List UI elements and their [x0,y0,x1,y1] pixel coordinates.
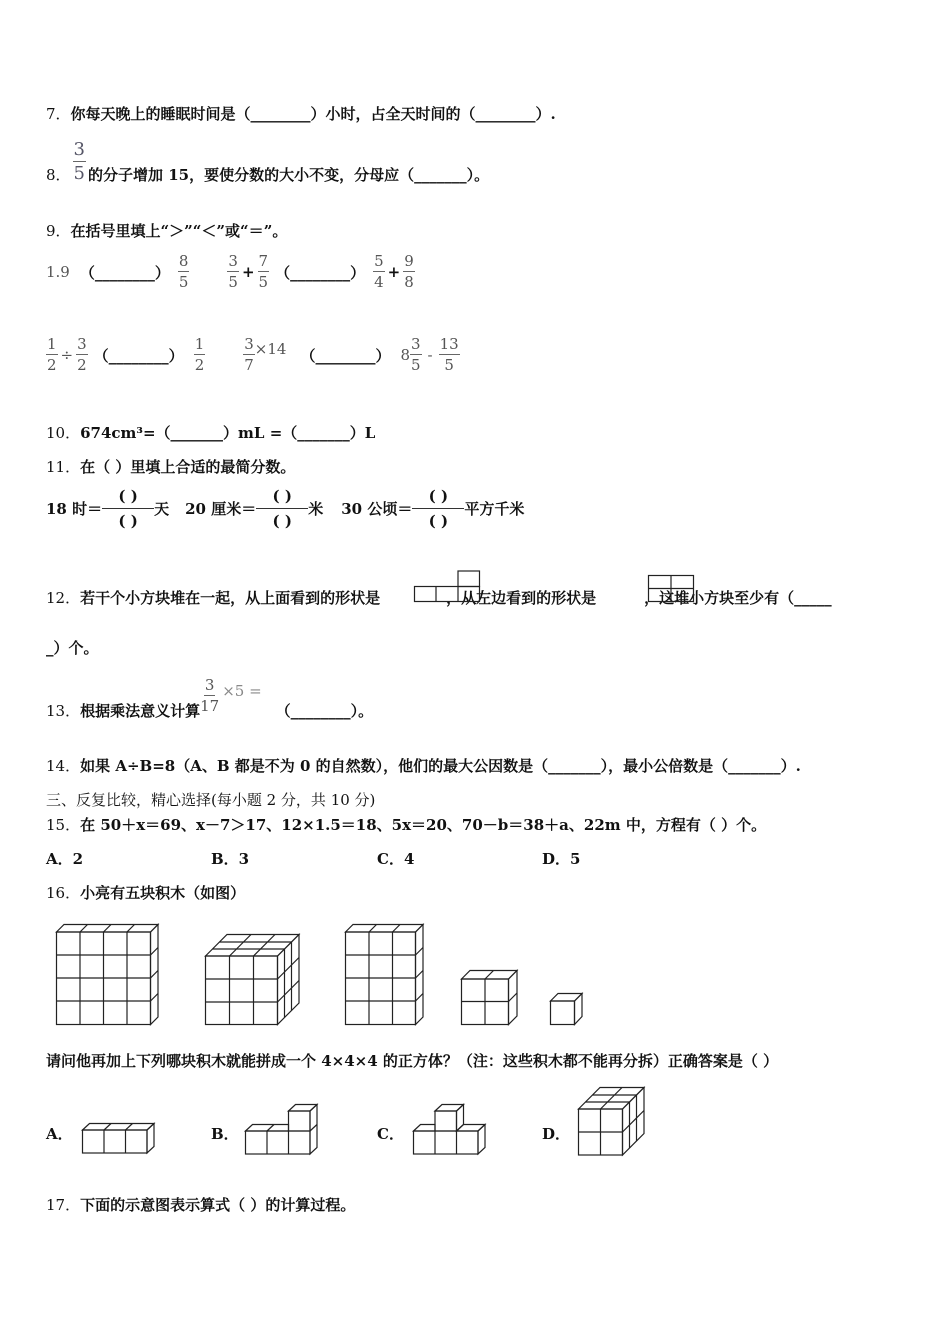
fraction: $\frac{13}{5}$ [439,335,459,374]
question-9 [46,220,287,241]
question-text: 的分子增加 15，要使分数的大小不变，分母应（_______）。 [88,166,490,184]
q9-row-1 [46,254,415,290]
question-number: 10． [46,424,81,442]
fraction: $\frac{3}{17}$ [200,675,220,715]
question-title: 在（ ）里填上合适的最简分数。 [80,458,296,476]
question-text: 在 50＋x＝69、x－7＞17、12×1.5＝18、5x＝20、70－b＝38＋a、22m 中，方程有（ ）个。 [80,816,767,834]
divide-sign: ÷ [60,346,74,364]
option-c[interactable]: C． [377,1125,404,1143]
question-17 [46,1194,355,1215]
option-d[interactable]: D．5 [542,850,581,868]
question-number: 13． [46,702,81,720]
fraction-blank: $\frac{( )}{( )}$ [412,487,464,530]
question-text: 下面的示意图表示算式（ ）的计算过程。 [80,1196,356,1214]
question-number: 17． [46,1196,81,1214]
fraction: $\frac{8}{5}$ [178,252,189,291]
question-10 [46,422,375,443]
option-b-block-figure [245,1104,319,1155]
fraction: $\frac{3}{5}$ [73,138,85,184]
question-number: 11． [46,458,81,476]
question-number: 8． [46,166,71,184]
item-unit: 米 [308,500,324,518]
question-14 [46,755,801,776]
question-title: 在括号里填上“＞”“＜”或“＝”。 [70,222,288,240]
block-2x2 [461,970,519,1026]
question-16-prompt: 请问他再加上下列哪块积木就能拼成一个 4×4×4 的正方体？（注：这些积木都不能再分拆）正确答案是（ ） [46,1052,779,1070]
option-d-block-figure [578,1087,646,1157]
question-number: 15． [46,816,81,834]
fraction: $\frac{5}{4}$ [374,252,384,291]
q9-row-2 [46,337,460,373]
item-unit: 平方千米 [464,500,525,518]
top-view-figure [414,570,480,603]
question-12-continued [46,637,99,658]
answer-blank: （________）。 [275,702,374,720]
left-view-figure [648,575,694,603]
fraction: $\frac{3}{5}$ [228,252,238,291]
question-text: ，从左边看到的形状是 [446,589,597,607]
question-number: 16． [46,884,81,902]
block-single-cube [550,993,584,1026]
question-11 [46,456,295,477]
item-prefix: 30 公顷＝ [341,500,413,518]
option-b[interactable]: B． [211,1125,239,1143]
question-number: 14． [46,757,81,775]
option-c-block-figure [413,1104,487,1155]
question-8 [46,138,489,185]
fraction-blank: $\frac{( )}{( )}$ [102,487,154,530]
answer-blank: （________） [300,346,391,365]
plus-sign: + [241,263,255,281]
question-text: 如果 A÷B=8（A、B 都是不为 0 的自然数），他们的最大公因数是（_______），最小公倍数是（_______）. [80,757,801,775]
multiply-term: ×14 [254,340,287,358]
plus-sign: + [387,263,401,281]
fraction: $\frac{3}{5}$ [411,335,421,374]
section-title: 三、反复比较，精心选择(每小题 2 分，共 10 分) [46,791,376,809]
question-text: 你每天晚上的睡眠时间是（________）小时，占全天时间的（________）. [70,105,556,123]
question-16 [46,882,245,903]
question-text: ，这堆小方块至少有（_____ [644,589,832,607]
question-number: 7． [46,105,71,123]
option-a-block-figure [82,1123,156,1154]
fraction: $\frac{3}{7}$ [244,335,254,374]
option-c[interactable]: C．4 [377,850,415,868]
question-7 [46,103,556,124]
question-text: _）个。 [46,639,99,657]
whole-number: 8 [400,346,410,364]
option-a[interactable]: A．2 [46,850,84,868]
q11-items [46,487,524,530]
answer-blank: （________） [93,346,184,365]
question-number: 12． [46,589,81,607]
fraction: $\frac{9}{8}$ [404,252,414,291]
minus-sign: - [427,346,433,364]
question-text: 根据乘法意义计算 [80,702,201,720]
item-prefix: 20 厘米＝ [185,500,257,518]
block-4x4-front [56,924,160,1026]
question-15 [46,814,766,835]
answer-blank: （________） [275,263,366,282]
question-13 [46,670,373,721]
fraction: $\frac{7}{5}$ [258,252,269,291]
option-a[interactable]: A． [46,1125,73,1143]
item-unit: 天 [154,500,170,518]
question-text: 674cm³=（_______）mL =（_______）L [80,424,376,442]
multiply-expression: ×5 = [222,681,262,700]
option-d[interactable]: D． [542,1125,571,1143]
fraction-blank: $\frac{( )}{( )}$ [256,487,308,530]
question-number: 9． [46,222,71,240]
question-title: 小亮有五块积木（如图） [80,884,246,902]
fraction: $\frac{1}{2}$ [194,335,205,374]
option-b[interactable]: B．3 [211,850,250,868]
question-text: 若干个小方块堆在一起，从上面看到的形状是 [80,589,381,607]
block-3x4-front [345,924,425,1026]
fraction: $\frac{3}{2}$ [77,335,87,374]
fraction: $\frac{1}{2}$ [47,335,57,374]
block-3x3x3 [205,934,301,1026]
answer-blank: （________） [79,263,170,282]
item-prefix: 18 时＝ [46,500,103,518]
value: 1.9 [46,263,70,281]
